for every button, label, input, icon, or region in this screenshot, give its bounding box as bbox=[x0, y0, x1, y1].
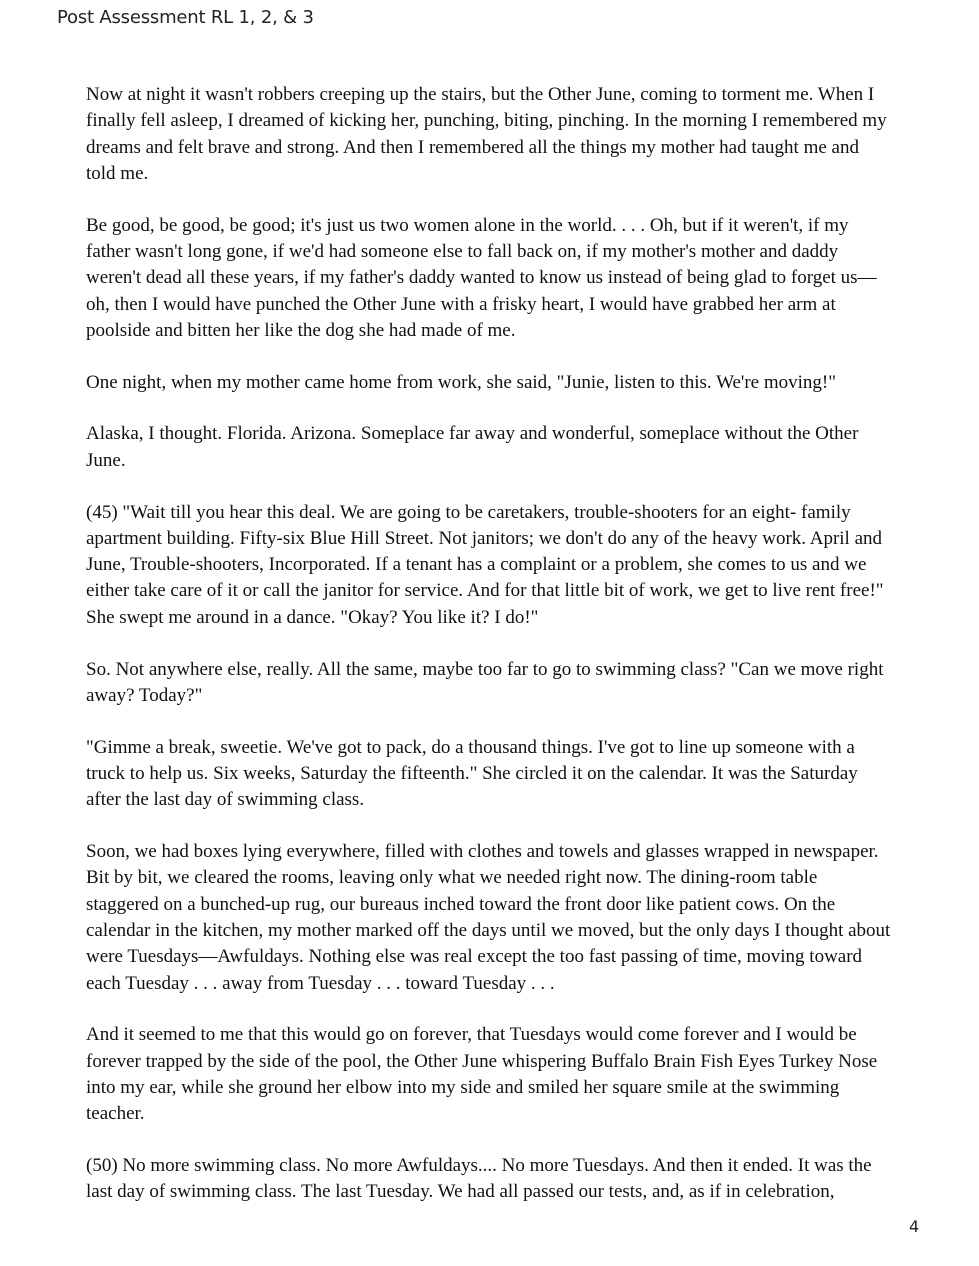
paragraph: Be good, be good, be good; it's just us two women alone in the world. . . . Oh, but if it weren't, if my father wasn't long gone, if we'd had someone else to fall back on, if my mother's mother and daddy weren't dead all these years, if my father's daddy wanted to know us instead of being glad to forget us—oh, then I would have punched the Other June with a frisky heart, I would have grabbed her arm at poolside and bitten her like the dog she had made of me. bbox=[86, 214, 877, 341]
paragraph: (45) "Wait till you hear this deal. We are going to be caretakers, trouble-shooters for an eight- family apartment building. Fifty-six Blue Hill Street. Not janitors; we don't do any of the heavy work. April and June, Trouble-shooters, Incorporated. If a tenant has a complaint or a problem, she comes to us and we either take care of it or call the janitor for service. And for that little bit of work, we get to live rent free!" She swept me around in a dance. "Okay? You like it? I do!" bbox=[86, 501, 884, 628]
paragraph: "Gimme a break, sweetie. We've got to pack, do a thousand things. I've got to line up someone with a truck to help us. Six weeks, Saturday the fifteenth." She circled it on the calendar. It was the Saturday after the last day of swimming class. bbox=[86, 736, 858, 811]
story-text bbox=[86, 82, 892, 1231]
paragraph: So. Not anywhere else, really. All the same, maybe too far to go to swimming class? "Can we move right away? Today?" bbox=[86, 658, 884, 706]
paragraph: And it seemed to me that this would go on forever, that Tuesdays would come forever and I would be forever trapped by the side of the pool, the Other June whispering Buffalo Brain Fish Eyes Turkey Nose into my ear, while she ground her elbow into my side and smiled her square smile at the swimming teacher. bbox=[86, 1024, 878, 1125]
document-title: Post Assessment RL 1, 2, & 3 bbox=[57, 7, 314, 28]
page-number: 4 bbox=[909, 1217, 920, 1236]
paragraph: Alaska, I thought. Florida. Arizona. Someplace far away and wonderful, someplace without the Other June. bbox=[86, 423, 859, 471]
paragraph: Soon, we had boxes lying everywhere, filled with clothes and towels and glasses wrapped in newspaper. Bit by bit, we cleared the rooms, leaving only what we needed right now. The dining-room table staggered on a bunched-up rug, our bureaus inched toward the front door like patient cows. On the calendar in the kitchen, my mother marked off the days until we moved, but the only days I thought about were Tuesdays—Awfuldays. Nothing else was real except the too fast passing of time, moving toward each Tuesday . . . away from Tuesday . . . toward Tuesday . . . bbox=[86, 841, 891, 994]
paragraph: (50) No more swimming class. No more Awfuldays.... No more Tuesdays. And then it ended. It was the last day of swimming class. The last Tuesday. We had all passed our tests, and, as if in celebration, bbox=[86, 1155, 872, 1203]
paragraph: One night, when my mother came home from work, she said, "Junie, listen to this. We're moving!" bbox=[86, 371, 836, 393]
paragraph: Now at night it wasn't robbers creeping up the stairs, but the Other June, coming to torment me. When I finally fell asleep, I dreamed of kicking her, punching, biting, pinching. In the morning I remembered my dreams and felt brave and strong. And then I remembered all the things my mother had taught me and told me. bbox=[86, 84, 887, 184]
